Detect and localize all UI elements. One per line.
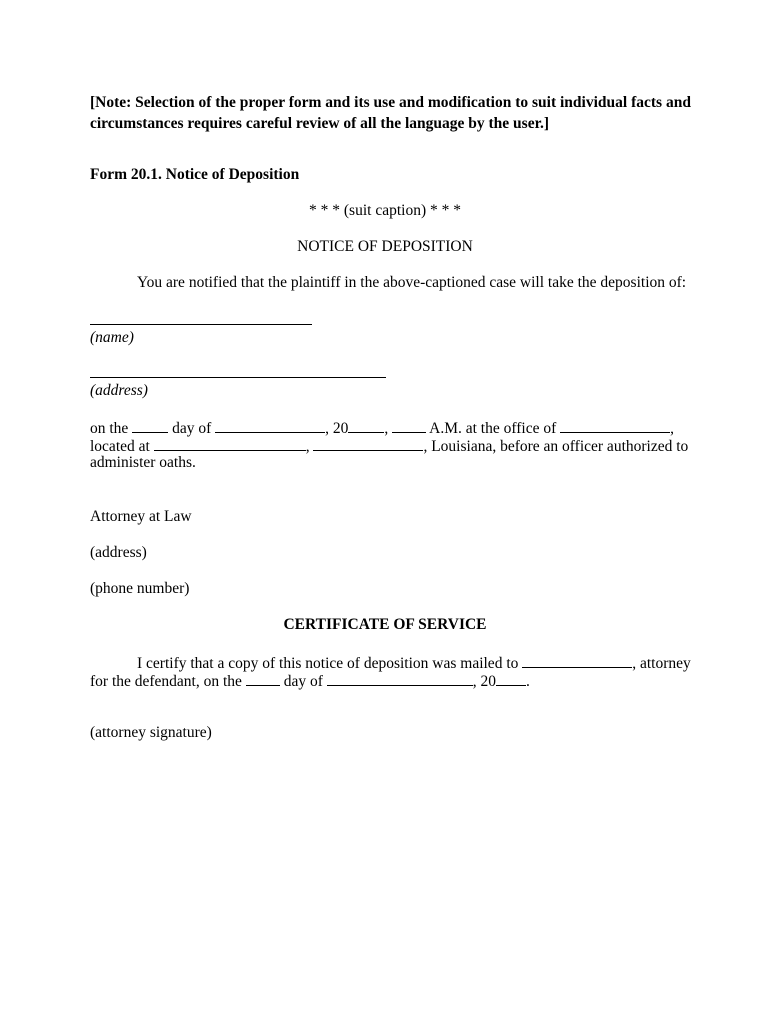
month-blank[interactable] <box>215 418 325 433</box>
attorney-phone-text: (phone number) <box>90 580 190 597</box>
cert-period-text: . <box>525 673 530 690</box>
office-blank[interactable] <box>560 418 670 433</box>
name-label: (name) <box>90 329 134 346</box>
comma-text-3: , <box>305 438 310 455</box>
day-of-text: day of <box>172 420 212 437</box>
for-defendant-text: for the defendant, on the <box>90 673 242 690</box>
year-blank[interactable] <box>348 418 384 433</box>
comma-text: , <box>384 420 389 437</box>
address-signature-line[interactable] <box>90 377 386 378</box>
administer-oaths-text: administer oaths. <box>90 454 196 471</box>
year-prefix-text: , 20 <box>325 420 349 437</box>
location-blank[interactable] <box>154 436 306 451</box>
attorney-signature-text: (attorney signature) <box>90 724 212 741</box>
louisiana-text: , Louisiana, before an officer authorized to <box>423 438 689 455</box>
notice-heading: NOTICE OF DEPOSITION <box>297 238 473 255</box>
cert-day-blank[interactable] <box>246 671 280 686</box>
attorney-address-text: (address) <box>90 544 147 561</box>
cert-day-of-text: day of <box>283 673 323 690</box>
city-blank[interactable] <box>313 436 423 451</box>
am-office-text: A.M. at the office of <box>429 420 557 437</box>
details-line-1 <box>90 418 674 438</box>
certify-text: I certify that a copy of this notice of deposition was mailed to <box>137 655 519 672</box>
cert-month-blank[interactable] <box>327 671 473 686</box>
form-title: Form 20.1. Notice of Deposition <box>90 166 300 183</box>
certificate-line-1 <box>137 653 691 673</box>
on-the-text: on the <box>90 420 129 437</box>
attorney-at-law-text: Attorney at Law <box>90 508 192 525</box>
day-blank[interactable] <box>132 418 168 433</box>
comma-text-2: , <box>670 420 675 437</box>
located-at-text: located at <box>90 438 150 455</box>
certificate-heading: CERTIFICATE OF SERVICE <box>283 616 487 633</box>
certificate-line-2 <box>90 671 530 691</box>
attorney-text: , attorney <box>632 655 691 672</box>
time-blank[interactable] <box>392 418 426 433</box>
cert-year-prefix-text: , 20 <box>472 673 496 690</box>
name-signature-line[interactable] <box>90 324 312 325</box>
intro-text: You are notified that the plaintiff in the above-captioned case will take the deposition of: <box>137 274 687 291</box>
details-line-2 <box>90 436 688 456</box>
cert-year-blank[interactable] <box>496 671 526 686</box>
suit-caption: * * * (suit caption) * * * <box>309 202 461 219</box>
address-label: (address) <box>90 382 148 399</box>
recipient-blank[interactable] <box>522 653 632 668</box>
note-line-2: circumstances requires careful review of all the language by the user.] <box>90 115 550 132</box>
note-line-1: [Note: Selection of the proper form and its use and modification to suit individual facts and <box>90 94 691 111</box>
